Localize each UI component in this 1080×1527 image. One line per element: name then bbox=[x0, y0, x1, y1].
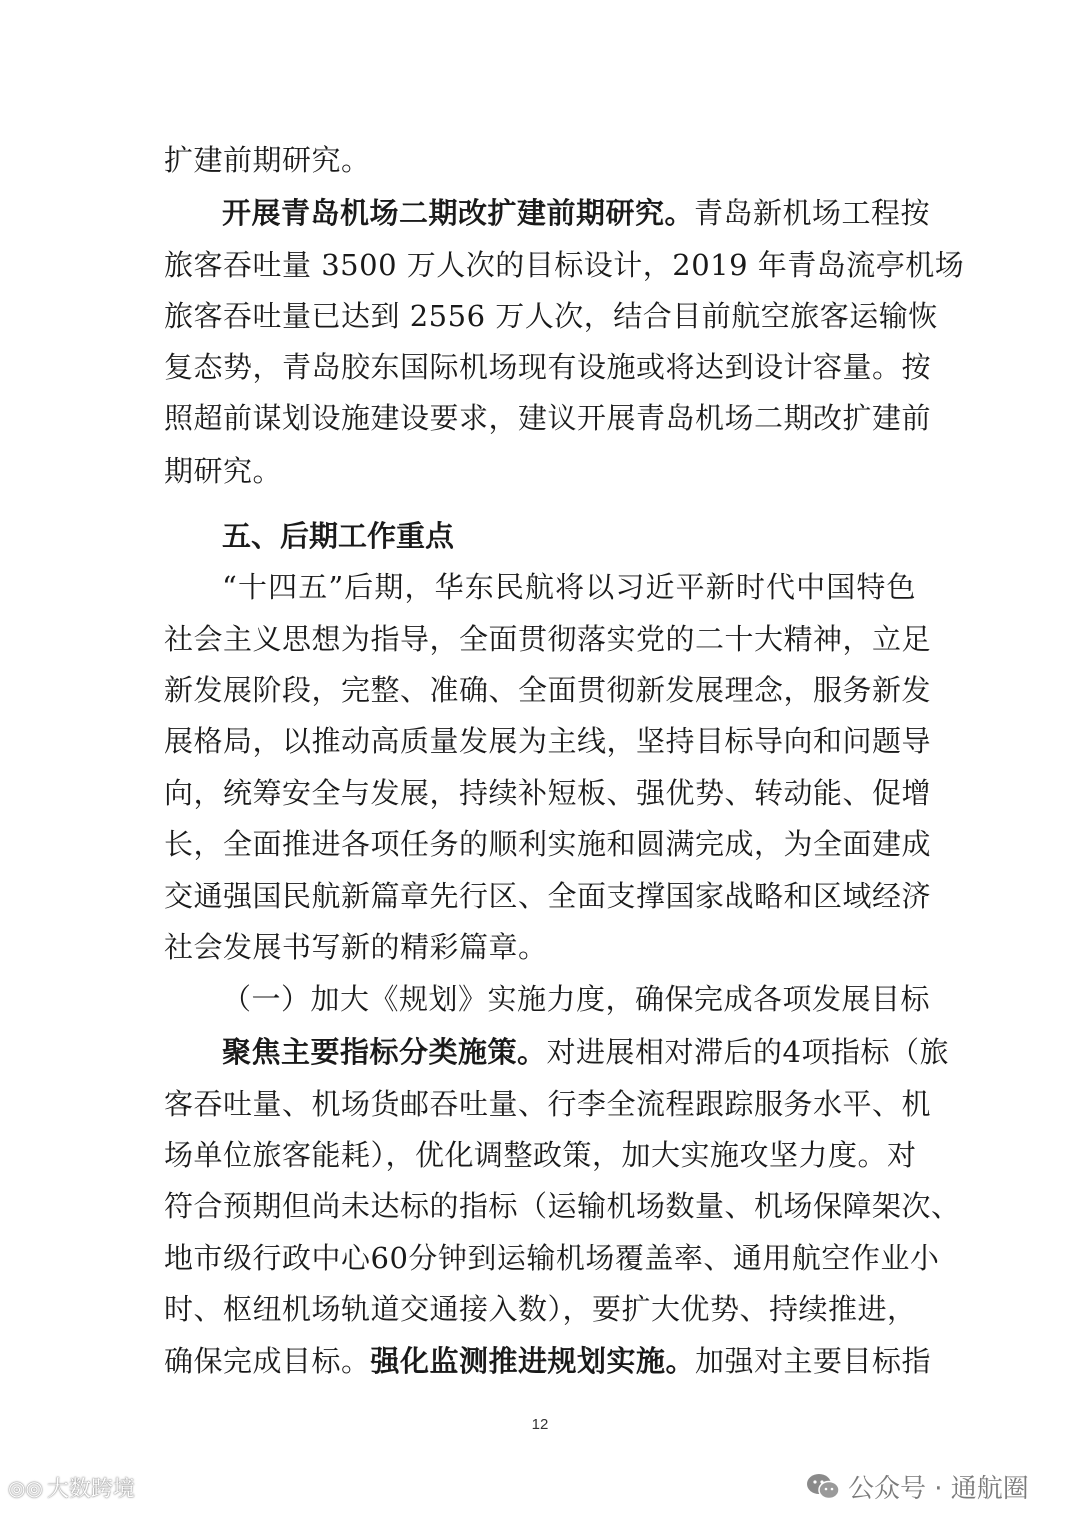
text-segment: 展格局，以推动高质量发展为主线，坚持目标导向和问题导 bbox=[164, 724, 932, 758]
text-segment: 场单位旅客能耗），优化调整政策，加大实施攻坚力度。对 bbox=[164, 1138, 917, 1172]
text-segment: 交通强国民航新篇章先行区、全面支撑国家战略和区域经济 bbox=[164, 879, 932, 913]
bold-phrase: 强化监测推进规划实施。 bbox=[370, 1344, 696, 1378]
text-line bbox=[164, 773, 932, 813]
text-line bbox=[164, 1186, 961, 1226]
weibo-icon: ◎◎ bbox=[8, 1475, 43, 1500]
text-segment: 符合预期但尚未达标的指标（运输机场数量、机场保障架次、 bbox=[164, 1189, 961, 1223]
text-line bbox=[222, 193, 931, 233]
text-line bbox=[164, 619, 932, 659]
text-line bbox=[164, 347, 932, 387]
text-line bbox=[164, 1135, 916, 1175]
bold-phrase: 聚焦主要指标分类施策。 bbox=[222, 1035, 547, 1069]
text-line bbox=[164, 1289, 916, 1329]
wechat-icon bbox=[806, 1472, 840, 1502]
text-segment: 确保完成目标。 bbox=[164, 1344, 371, 1378]
text-segment: 青岛新机场工程按 bbox=[694, 196, 931, 230]
watermark-right-text: 公众号 · 通航圈 bbox=[848, 1474, 1029, 1504]
bold-phrase: 开展青岛机场二期改扩建前期研究。 bbox=[222, 196, 695, 230]
page-number: 12 bbox=[531, 1416, 549, 1433]
text-line bbox=[164, 140, 916, 180]
text-segment: 对进展相对滞后的4项指标（旅 bbox=[546, 1035, 949, 1069]
text-line bbox=[222, 567, 916, 607]
text-segment: 社会主义思想为指导，全面贯彻落实党的二十大精神，立足 bbox=[164, 622, 932, 656]
text-segment: 社会发展书写新的精彩篇章。 bbox=[164, 930, 548, 964]
watermark-left-text: 大数跨境 bbox=[46, 1477, 135, 1502]
text-line bbox=[164, 1084, 932, 1124]
text-line bbox=[164, 245, 965, 285]
text-line bbox=[164, 876, 932, 916]
text-segment: 旅客吞吐量已达到 2556 万人次，结合目前航空旅客运输恢 bbox=[164, 299, 938, 333]
text-segment: 长，全面推进各项任务的顺利实施和圆满完成，为全面建成 bbox=[164, 827, 932, 861]
text-line bbox=[164, 721, 932, 761]
text-segment: （一）加大《规划》实施力度，确保完成各项发展目标 bbox=[222, 982, 931, 1016]
text-segment: 扩建前期研究。 bbox=[164, 143, 371, 177]
text-line bbox=[164, 1238, 940, 1278]
text-segment: 期研究。 bbox=[164, 454, 283, 488]
text-segment: 新发展阶段，完整、准确、全面贯彻新发展理念，服务新发 bbox=[164, 673, 932, 707]
text-line bbox=[222, 979, 931, 1019]
text-segment: “十四五”后期，华东民航将以习近平新时代中国特色 bbox=[222, 570, 916, 604]
section-heading: 五、后期工作重点 bbox=[222, 519, 455, 553]
text-segment: 旅客吞吐量 3500 万人次的目标设计，2019 年青岛流亭机场 bbox=[164, 248, 965, 282]
text-line bbox=[164, 670, 932, 710]
text-line bbox=[164, 296, 938, 336]
text-segment: 复态势，青岛胶东国际机场现有设施或将达到设计容量。按 bbox=[164, 350, 932, 384]
text-line bbox=[164, 927, 916, 967]
text-segment: 客吞吐量、机场货邮吞吐量、行李全流程跟踪服务水平、机 bbox=[164, 1087, 932, 1121]
text-segment: 照超前谋划设施建设要求，建议开展青岛机场二期改扩建前 bbox=[164, 401, 932, 435]
text-line bbox=[164, 824, 932, 864]
text-line bbox=[164, 398, 932, 438]
watermark-right bbox=[806, 1468, 1029, 1505]
text-line bbox=[164, 451, 916, 491]
text-segment: 时、枢纽机场轨道交通接入数），要扩大优势、持续推进， bbox=[164, 1292, 917, 1326]
text-line bbox=[164, 1341, 932, 1381]
text-segment: 地市级行政中心60分钟到运输机场覆盖率、通用航空作业小 bbox=[164, 1241, 940, 1275]
watermark-left bbox=[8, 1472, 135, 1503]
text-segment: 加强对主要目标指 bbox=[695, 1344, 932, 1378]
text-line bbox=[222, 1032, 949, 1072]
text-segment: 向，统筹安全与发展，持续补短板、强优势、转动能、促增 bbox=[164, 776, 932, 810]
